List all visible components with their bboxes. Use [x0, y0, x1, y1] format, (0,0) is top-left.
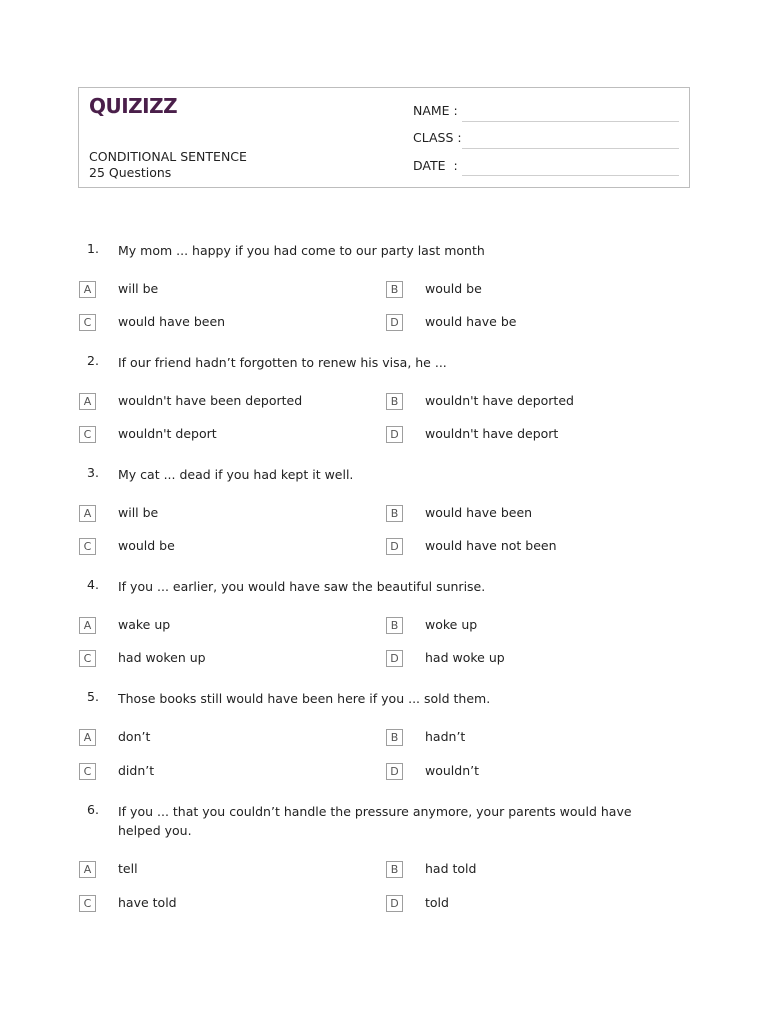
class-line [462, 148, 679, 149]
option-a-text: tell [118, 861, 138, 876]
question-number: 1. [87, 241, 99, 256]
question-text: If you ... that you couldn’t handle the pressure anymore, your parents would have helped you. [118, 804, 632, 838]
option-a-box[interactable]: A [79, 281, 96, 298]
option-a-text: don’t [118, 729, 151, 744]
option-c-text: had woken up [118, 650, 206, 665]
date-line [462, 175, 679, 176]
question-number: 3. [87, 465, 99, 480]
option-d-text: wouldn’t [425, 763, 479, 778]
option-d-text: told [425, 895, 449, 910]
option-a-box[interactable]: A [79, 729, 96, 746]
option-c-text: would be [118, 538, 175, 553]
option-c-box[interactable]: C [79, 314, 96, 331]
option-b-box[interactable]: B [386, 861, 403, 878]
option-c-text: would have been [118, 314, 226, 329]
date-label: DATE : [413, 158, 458, 173]
option-c-text: have told [118, 895, 177, 910]
question-number: 2. [87, 353, 99, 368]
option-d-box[interactable]: D [386, 538, 403, 555]
option-d-text: would have not been [425, 538, 557, 553]
option-a-text: wake up [118, 617, 171, 632]
option-a-text: will be [118, 281, 159, 296]
option-c-box[interactable]: C [79, 650, 96, 667]
quizizz-logo: QUIZIZZ [89, 94, 178, 118]
option-b-box[interactable]: B [386, 617, 403, 634]
question-number: 6. [87, 802, 99, 817]
option-c-box[interactable]: C [79, 426, 96, 443]
option-b-box[interactable]: B [386, 505, 403, 522]
option-d-text: had woke up [425, 650, 505, 665]
question-number: 4. [87, 577, 99, 592]
option-b-box[interactable]: B [386, 393, 403, 410]
option-b-text: would have been [425, 505, 533, 520]
question-text: My mom ... happy if you had come to our party last month [118, 243, 485, 258]
option-b-text: would be [425, 281, 482, 296]
option-b-box[interactable]: B [386, 729, 403, 746]
option-a-text: wouldn't have been deported [118, 393, 303, 408]
option-d-box[interactable]: D [386, 314, 403, 331]
option-b-text: hadn’t [425, 729, 466, 744]
option-c-box[interactable]: C [79, 763, 96, 780]
question-number: 5. [87, 689, 99, 704]
option-d-box[interactable]: D [386, 650, 403, 667]
option-d-text: wouldn't have deport [425, 426, 559, 441]
option-d-box[interactable]: D [386, 763, 403, 780]
option-a-box[interactable]: A [79, 393, 96, 410]
question-count: 25 Questions [89, 165, 172, 180]
option-a-text: will be [118, 505, 159, 520]
option-b-text: wouldn't have deported [425, 393, 574, 408]
question-text: My cat ... dead if you had kept it well. [118, 467, 354, 482]
option-b-text: woke up [425, 617, 478, 632]
option-a-box[interactable]: A [79, 505, 96, 522]
option-c-box[interactable]: C [79, 895, 96, 912]
question-text: If you ... earlier, you would have saw the beautiful sunrise. [118, 579, 486, 594]
option-c-text: didn’t [118, 763, 155, 778]
option-b-text: had told [425, 861, 477, 876]
option-c-text: wouldn't deport [118, 426, 217, 441]
option-a-box[interactable]: A [79, 861, 96, 878]
option-c-box[interactable]: C [79, 538, 96, 555]
option-d-text: would have be [425, 314, 517, 329]
option-b-box[interactable]: B [386, 281, 403, 298]
option-d-box[interactable]: D [386, 426, 403, 443]
name-label: NAME : [413, 103, 458, 118]
option-a-box[interactable]: A [79, 617, 96, 634]
name-line [462, 121, 679, 122]
question-text: If our friend hadn’t forgotten to renew his visa, he ... [118, 355, 447, 370]
worksheet-title: CONDITIONAL SENTENCE [89, 149, 247, 164]
question-text: Those books still would have been here if you ... sold them. [118, 691, 491, 706]
option-d-box[interactable]: D [386, 895, 403, 912]
worksheet-header [78, 87, 690, 188]
class-label: CLASS : [413, 130, 462, 145]
